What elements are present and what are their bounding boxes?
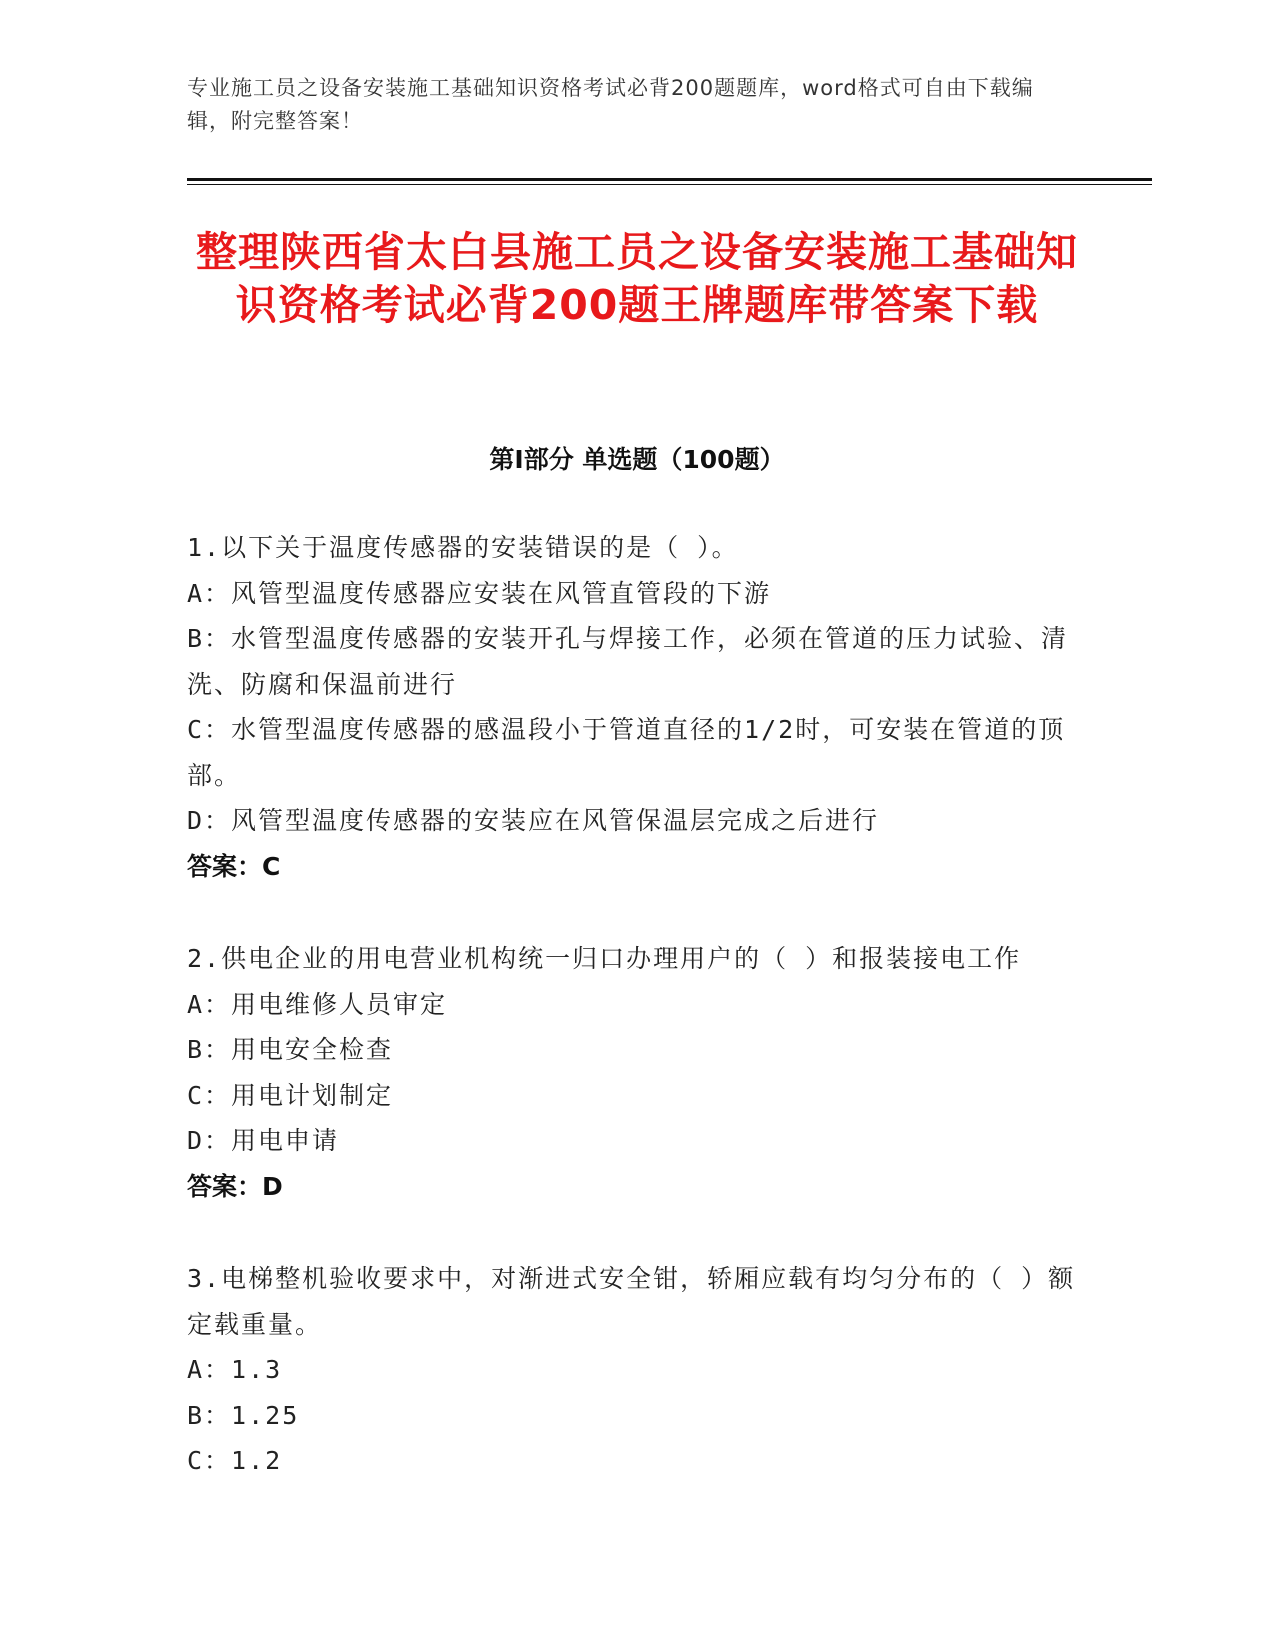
question-list xyxy=(187,525,1077,1531)
option-d: D：风管型温度传感器的安装应在风管保温层完成之后进行 xyxy=(187,806,880,835)
document-title: 整理陕西省太白县施工员之设备安装施工基础知识资格考试必背200题王牌题库带答案下载 xyxy=(196,228,1078,329)
section-heading: 第Ⅰ部分 单选题（100题） xyxy=(489,445,785,474)
header-divider-thin xyxy=(187,184,1152,185)
option-c: C：用电计划制定 xyxy=(187,1080,394,1110)
option-d: D：用电申请 xyxy=(187,1126,340,1155)
option-a: A：风管型温度传感器应安装在风管直管段的下游 xyxy=(187,578,772,608)
answer-line: 答案：C xyxy=(187,851,281,881)
option-b: B：1.25 xyxy=(187,1400,300,1430)
header-note: 专业施工员之设备安装施工基础知识资格考试必背200题题库，word格式可自由下载编辑，附完整答案！ xyxy=(187,76,1034,133)
option-b: B：用电安全检查 xyxy=(187,1035,394,1064)
question-3 xyxy=(187,1256,1077,1484)
header-divider-thick xyxy=(187,178,1152,181)
option-c: C：1.2 xyxy=(187,1446,283,1475)
option-b: B：水管型温度传感器的安装开孔与焊接工作，必须在管道的压力试验、清洗、防腐和保温前进行 xyxy=(187,624,1069,699)
question-stem: 2.供电企业的用电营业机构统一归口办理用户的（ ）和报装接电工作 xyxy=(187,944,1022,973)
option-a: A：用电维修人员审定 xyxy=(187,989,448,1019)
answer-line: 答案：D xyxy=(187,1171,283,1201)
question-2 xyxy=(187,936,1077,1209)
option-c: C：水管型温度传感器的感温段小于管道直径的1/2时，可安装在管道的顶部。 xyxy=(187,715,1066,790)
question-1 xyxy=(187,525,1077,889)
question-stem: 1.以下关于温度传感器的安装错误的是（ ）。 xyxy=(187,533,739,562)
question-stem: 3.电梯整机验收要求中，对渐进式安全钳，轿厢应载有均匀分布的（ ）额定载重量。 xyxy=(187,1264,1076,1339)
option-a: A：1.3 xyxy=(187,1355,283,1384)
